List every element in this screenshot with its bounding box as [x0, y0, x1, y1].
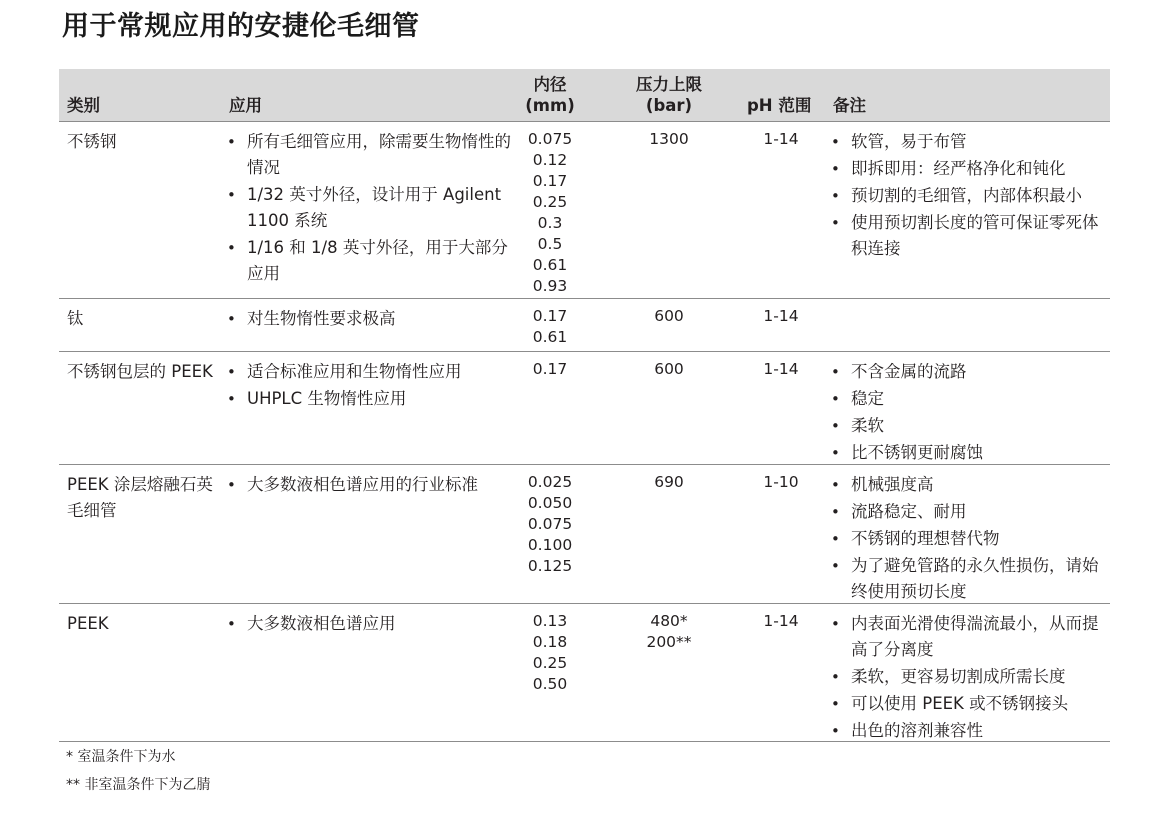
row-pressure-limits: [619, 472, 719, 493]
inner-diameter-value: 0.075: [527, 515, 573, 533]
row-pressure-limits: [619, 611, 719, 653]
bullet-icon: •: [227, 615, 236, 633]
pressure-value: 690: [654, 473, 684, 491]
note-item: [831, 611, 1106, 663]
header-inner-diameter-label: 内径: [533, 75, 567, 94]
inner-diameter-value: 0.25: [532, 654, 568, 672]
bullet-icon: •: [831, 160, 840, 178]
application-item: [227, 182, 512, 234]
note-item-text: 内表面光滑使得湍流最小，从而提高了分离度: [851, 614, 1099, 659]
bullet-icon: •: [831, 695, 840, 713]
row-category: 不锈钢包层的 PEEK: [67, 362, 213, 381]
row-notes: [831, 129, 1106, 263]
application-item-text: 大多数液相色谱应用的行业标准: [247, 475, 478, 494]
note-item-text: 软管，易于布管: [851, 132, 967, 151]
row-pressure-limits: [619, 129, 719, 150]
inner-diameter-value: 0.125: [527, 557, 573, 575]
note-item: [831, 413, 1106, 439]
note-item: [831, 472, 1106, 498]
bullet-icon: •: [227, 239, 236, 257]
row-ph-range: 1-10: [763, 473, 799, 491]
application-item: [227, 359, 512, 385]
inner-diameter-value: 0.61: [532, 256, 568, 274]
bullet-icon: •: [831, 390, 840, 408]
inner-diameter-value: 0.075: [527, 130, 573, 148]
pressure-value: 200**: [646, 633, 692, 651]
bullet-icon: •: [227, 186, 236, 204]
row-inner-diameters: [514, 611, 586, 695]
row-inner-diameters: [514, 472, 586, 577]
pressure-value: 600: [654, 307, 684, 325]
application-item-text: 1/16 和 1/8 英寸外径，用于大部分应用: [247, 238, 508, 283]
row-ph-range: 1-14: [763, 130, 799, 148]
application-item: [227, 235, 512, 287]
bullet-icon: •: [831, 503, 840, 521]
note-item-text: 不锈钢的理想替代物: [851, 529, 1000, 548]
pressure-value: 480*: [650, 612, 688, 630]
application-item: [227, 611, 512, 637]
inner-diameter-value: 0.025: [527, 473, 573, 491]
header-inner-diameter: [514, 74, 586, 116]
header-ph-range: pH 范围: [747, 96, 812, 115]
row-ph-range: 1-14: [763, 360, 799, 378]
row-inner-diameters: [514, 359, 586, 380]
note-item: [831, 129, 1106, 155]
inner-diameter-value: 0.5: [537, 235, 563, 253]
note-item-text: 为了避免管路的永久性损伤，请始终使用预切长度: [851, 556, 1099, 601]
bullet-icon: •: [831, 557, 840, 575]
application-item: [227, 129, 512, 181]
bullet-icon: •: [831, 133, 840, 151]
bullet-icon: •: [227, 476, 236, 494]
inner-diameter-value: 0.13: [532, 612, 568, 630]
row-applications: [227, 611, 512, 638]
note-item: [831, 526, 1106, 552]
note-item-text: 柔软: [851, 416, 884, 435]
note-item-text: 流路稳定、耐用: [851, 502, 967, 521]
header-pressure-label: 压力上限: [636, 75, 702, 94]
row-applications: [227, 472, 512, 499]
inner-diameter-value: 0.050: [527, 494, 573, 512]
note-item-text: 即拆即用：经严格净化和钝化: [851, 159, 1066, 178]
table-row: [59, 465, 1110, 604]
inner-diameter-value: 0.100: [527, 536, 573, 554]
bullet-icon: •: [831, 615, 840, 633]
header-inner-diameter-unit: (mm): [525, 96, 575, 115]
note-item: [831, 359, 1106, 385]
header-application: 应用: [229, 96, 262, 115]
table-row: [59, 299, 1110, 352]
row-notes: [831, 611, 1106, 745]
inner-diameter-value: 0.17: [532, 360, 568, 378]
row-applications: [227, 306, 512, 333]
bullet-icon: •: [831, 363, 840, 381]
note-item-text: 预切割的毛细管，内部体积最小: [851, 186, 1082, 205]
bullet-icon: •: [831, 722, 840, 740]
inner-diameter-value: 0.18: [532, 633, 568, 651]
note-item-text: 机械强度高: [851, 475, 934, 494]
bullet-icon: •: [831, 444, 840, 462]
row-category: 钛: [67, 309, 84, 328]
table-body: [59, 122, 1110, 742]
row-pressure-limits: [619, 359, 719, 380]
page-title: 用于常规应用的安捷伦毛细管: [62, 11, 420, 42]
note-item-text: 不含金属的流路: [851, 362, 967, 381]
inner-diameter-value: 0.17: [532, 307, 568, 325]
application-item-text: 所有毛细管应用，除需要生物惰性的情况: [247, 132, 511, 177]
row-notes: [831, 472, 1106, 606]
note-item: [831, 553, 1106, 605]
note-item-text: 比不锈钢更耐腐蚀: [851, 443, 983, 462]
note-item: [831, 440, 1106, 466]
bullet-icon: •: [831, 476, 840, 494]
table-row: [59, 352, 1110, 465]
pressure-value: 1300: [649, 130, 689, 148]
note-item-text: 出色的溶剂兼容性: [851, 721, 983, 740]
row-applications: [227, 129, 512, 288]
inner-diameter-value: 0.25: [532, 193, 568, 211]
application-item-text: 适合标准应用和生物惰性应用: [247, 362, 462, 381]
inner-diameter-value: 0.12: [532, 151, 568, 169]
note-item: [831, 691, 1106, 717]
row-inner-diameters: [514, 129, 586, 297]
note-item-text: 柔软，更容易切割成所需长度: [851, 667, 1066, 686]
table-row: [59, 604, 1110, 742]
header-notes: 备注: [833, 96, 866, 115]
note-item-text: 稳定: [851, 389, 884, 408]
application-item: [227, 472, 512, 498]
bullet-icon: •: [831, 214, 840, 232]
row-category: PEEK 涂层熔融石英毛细管: [67, 475, 213, 520]
table-header: [59, 69, 1110, 122]
bullet-icon: •: [831, 187, 840, 205]
note-item: [831, 499, 1106, 525]
row-category: 不锈钢: [67, 132, 117, 151]
note-item-text: 可以使用 PEEK 或不锈钢接头: [851, 694, 1069, 713]
application-item-text: 1/32 英寸外径，设计用于 Agilent 1100 系统: [247, 185, 502, 230]
row-category: PEEK: [67, 614, 109, 633]
header-category: 类别: [67, 96, 100, 115]
note-item-text: 使用预切割长度的管可保证零死体积连接: [851, 213, 1099, 258]
bullet-icon: •: [831, 417, 840, 435]
inner-diameter-value: 0.61: [532, 328, 568, 346]
bullet-icon: •: [227, 133, 236, 151]
header-pressure-unit: (bar): [645, 96, 693, 115]
footnote-water: * 室温条件下为水: [66, 749, 176, 765]
application-item-text: 对生物惰性要求极高: [247, 309, 396, 328]
application-item: [227, 306, 512, 332]
application-item: [227, 386, 512, 412]
row-pressure-limits: [619, 306, 719, 327]
row-notes: [831, 359, 1106, 467]
row-ph-range: 1-14: [763, 307, 799, 325]
note-item: [831, 386, 1106, 412]
inner-diameter-value: 0.3: [537, 214, 563, 232]
note-item: [831, 664, 1106, 690]
inner-diameter-value: 0.17: [532, 172, 568, 190]
row-applications: [227, 359, 512, 413]
application-item-text: UHPLC 生物惰性应用: [247, 389, 407, 408]
row-ph-range: 1-14: [763, 612, 799, 630]
row-inner-diameters: [514, 306, 586, 348]
bullet-icon: •: [227, 363, 236, 381]
note-item: [831, 183, 1106, 209]
bullet-icon: •: [227, 310, 236, 328]
capillary-table: [59, 69, 1110, 742]
note-item: [831, 156, 1106, 182]
bullet-icon: •: [227, 390, 236, 408]
pressure-value: 600: [654, 360, 684, 378]
table-row: [59, 122, 1110, 299]
application-item-text: 大多数液相色谱应用: [247, 614, 396, 633]
note-item: [831, 210, 1106, 262]
inner-diameter-value: 0.50: [532, 675, 568, 693]
footnote-acetonitrile: ** 非室温条件下为乙腈: [66, 777, 211, 793]
note-item: [831, 718, 1106, 744]
header-pressure-limit: [619, 74, 719, 116]
inner-diameter-value: 0.93: [532, 277, 568, 295]
bullet-icon: •: [831, 530, 840, 548]
bullet-icon: •: [831, 668, 840, 686]
